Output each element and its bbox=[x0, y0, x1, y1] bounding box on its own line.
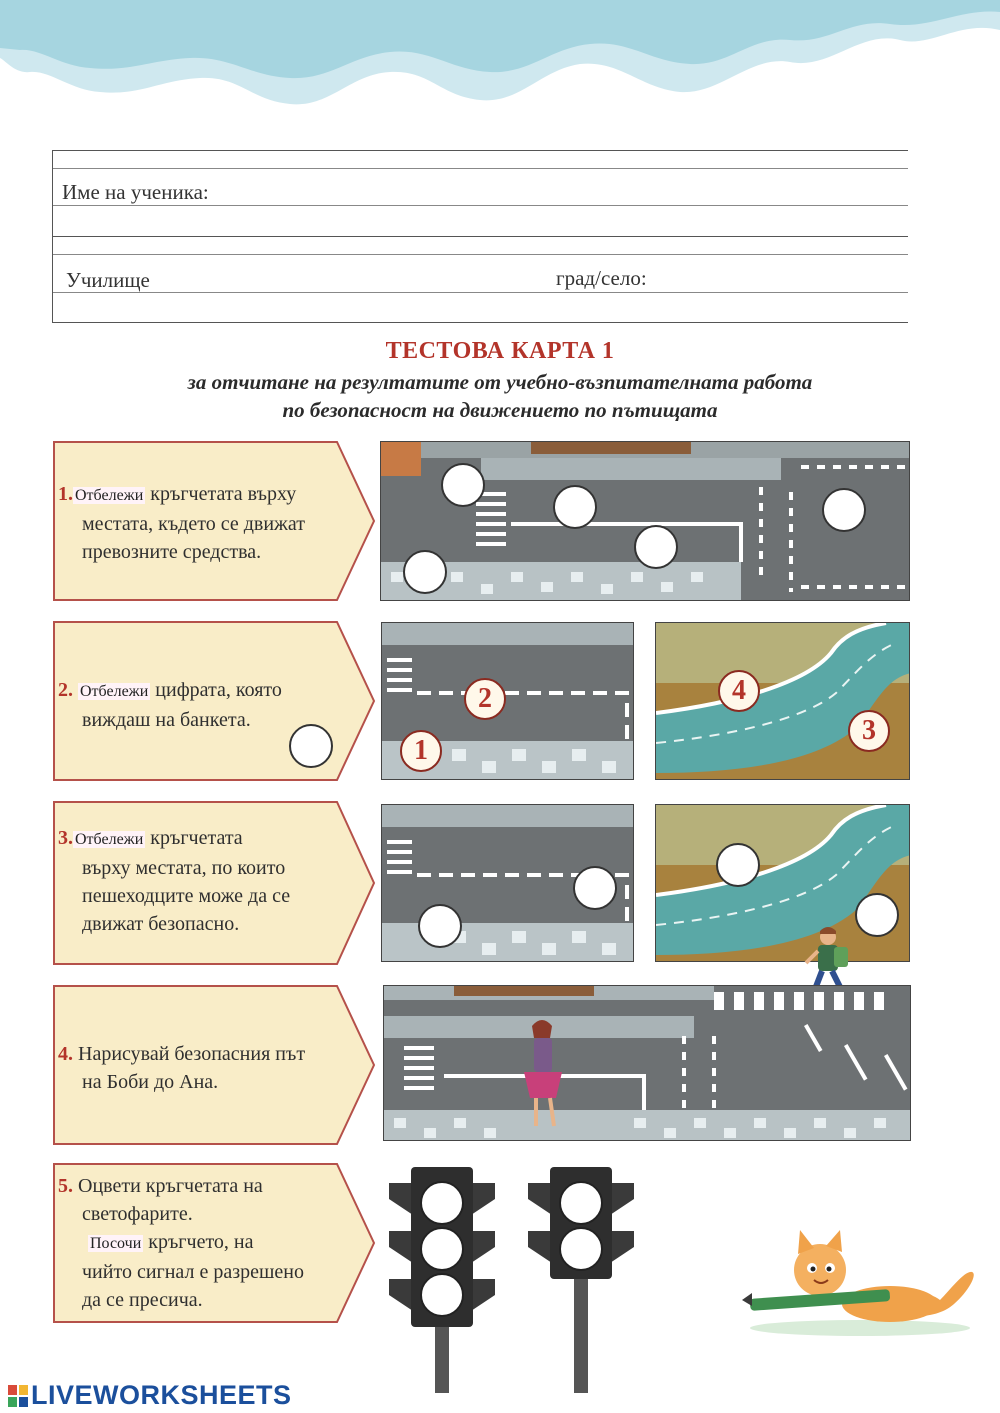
question-number: 5. bbox=[58, 1175, 73, 1197]
road-number-4: 4 bbox=[718, 670, 760, 712]
traffic-light-1-middle-circle[interactable] bbox=[420, 1227, 464, 1271]
country-road-illustration bbox=[655, 622, 910, 780]
question-4-text bbox=[58, 1040, 305, 1096]
question-line: пешеходците може да се bbox=[82, 885, 291, 907]
traffic-light-2-bottom-circle[interactable] bbox=[559, 1227, 603, 1271]
traffic-light-1-top-circle[interactable] bbox=[420, 1181, 464, 1225]
test-card-title: ТЕСТОВА КАРТА 1 bbox=[385, 338, 615, 364]
question-line: да се пресича. bbox=[82, 1289, 203, 1311]
country-road-illustration bbox=[655, 804, 910, 962]
question-1-text bbox=[58, 480, 305, 566]
school-field[interactable] bbox=[52, 292, 908, 293]
question-line: виждаш на банкета. bbox=[82, 709, 251, 731]
question-5-text bbox=[58, 1172, 304, 1314]
question-line: движат безопасно. bbox=[82, 913, 240, 935]
question-line: кръгчетата bbox=[150, 827, 243, 849]
form-line bbox=[52, 322, 908, 323]
question-keyword: Посочи bbox=[90, 1235, 142, 1252]
question-2-text bbox=[58, 676, 282, 734]
road-number-2: 2 bbox=[464, 678, 506, 720]
question-line: кръгчетата върху bbox=[150, 483, 297, 505]
q3-answer-circle-1[interactable] bbox=[573, 866, 617, 910]
form-line bbox=[52, 168, 908, 169]
question-2-answer-circle[interactable] bbox=[289, 724, 333, 768]
form-line bbox=[52, 205, 908, 206]
subtitle-line-2: по безопасност на движението по пътищата bbox=[282, 398, 718, 422]
question-line: кръгчето, на bbox=[148, 1231, 254, 1253]
liveworksheets-logo bbox=[8, 1380, 292, 1411]
school-label: Училище bbox=[66, 268, 150, 292]
question-line: светофарите. bbox=[82, 1203, 193, 1225]
q3-answer-circle-2[interactable] bbox=[418, 904, 462, 948]
form-line bbox=[52, 150, 908, 151]
liveworksheets-icon bbox=[8, 1385, 28, 1407]
road-number-1: 1 bbox=[400, 730, 442, 772]
traffic-light-1-bottom-circle[interactable] bbox=[420, 1273, 464, 1317]
traffic-light-1 bbox=[383, 1163, 501, 1393]
road-number-3: 3 bbox=[848, 710, 890, 752]
question-keyword: Отбележи bbox=[75, 487, 144, 504]
form-border bbox=[52, 150, 53, 322]
student-name-field[interactable] bbox=[52, 236, 908, 237]
question-line: чийто сигнал е разрешено bbox=[82, 1261, 304, 1283]
q1-answer-circle-2[interactable] bbox=[553, 485, 597, 529]
q3-answer-circle-4[interactable] bbox=[855, 893, 899, 937]
question-line: превозните средства. bbox=[82, 541, 262, 563]
question-keyword: Отбележи bbox=[75, 831, 144, 848]
question-3-text bbox=[58, 824, 290, 938]
subtitle-line-1: за отчитане на резултатите от учебно-възпитателната работа bbox=[187, 370, 813, 394]
question-line: цифрата, която bbox=[155, 679, 282, 701]
question-line: на Боби до Ана. bbox=[82, 1071, 219, 1093]
traffic-light-2-top-circle[interactable] bbox=[559, 1181, 603, 1225]
brand-name: LIVEWORKSHEETS bbox=[31, 1380, 292, 1410]
q1-answer-circle-1[interactable] bbox=[441, 463, 485, 507]
question-number: 1. bbox=[58, 483, 73, 505]
question-number: 2. bbox=[58, 679, 73, 701]
q3-answer-circle-3[interactable] bbox=[716, 843, 760, 887]
sky-cloud-banner bbox=[0, 0, 1000, 130]
q1-answer-circle-5[interactable] bbox=[403, 550, 447, 594]
question-number: 4. bbox=[58, 1043, 73, 1065]
form-line bbox=[52, 254, 908, 255]
question-number: 3. bbox=[58, 827, 73, 849]
student-name-label: Име на ученика: bbox=[62, 180, 209, 204]
town-label: град/село: bbox=[556, 266, 647, 290]
traffic-light-2 bbox=[522, 1163, 640, 1393]
q1-answer-circle-4[interactable] bbox=[822, 488, 866, 532]
question-line: върху местата, по които bbox=[82, 857, 286, 879]
question-line: Нарисувай безопасния път bbox=[78, 1043, 306, 1065]
route-drawing-illustration[interactable] bbox=[383, 985, 911, 1141]
question-keyword: Отбележи bbox=[80, 683, 149, 700]
q1-answer-circle-3[interactable] bbox=[634, 525, 678, 569]
question-line: Оцвети кръгчетата на bbox=[78, 1175, 263, 1197]
cat-with-pencil-illustration bbox=[740, 1230, 980, 1340]
question-line: местата, където се движат bbox=[82, 513, 305, 535]
